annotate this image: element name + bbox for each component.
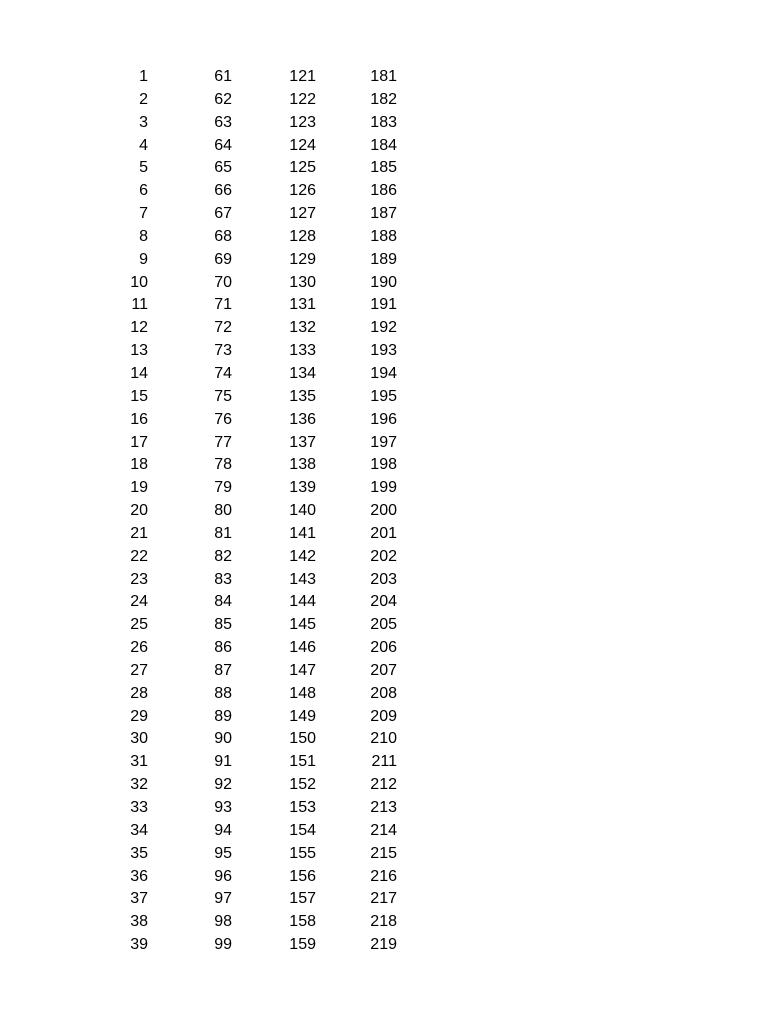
table-cell: 84	[214, 593, 232, 611]
table-cell: 157	[289, 890, 316, 908]
table-cell: 10	[130, 273, 148, 291]
table-cell: 76	[214, 410, 232, 428]
table-cell: 182	[370, 90, 397, 108]
table-row	[0, 706, 768, 729]
table-cell: 63	[214, 113, 232, 131]
table-cell: 192	[370, 319, 397, 337]
table-cell: 83	[214, 570, 232, 588]
table-cell: 139	[289, 479, 316, 497]
table-row	[0, 157, 768, 180]
table-row	[0, 843, 768, 866]
table-row	[0, 820, 768, 843]
table-cell: 91	[214, 753, 232, 771]
table-row	[0, 454, 768, 477]
table-row	[0, 226, 768, 249]
table-cell: 1	[139, 68, 148, 85]
table-cell: 9	[139, 250, 148, 268]
table-cell: 18	[130, 456, 148, 474]
table-cell: 148	[289, 684, 316, 702]
table-cell: 189	[370, 250, 397, 268]
table-cell: 126	[289, 182, 316, 200]
table-cell: 68	[214, 227, 232, 245]
table-cell: 70	[214, 273, 232, 291]
table-cell: 200	[370, 502, 397, 520]
table-row	[0, 591, 768, 614]
table-cell: 121	[289, 68, 316, 85]
table-cell: 6	[139, 182, 148, 200]
table-row	[0, 409, 768, 432]
table-cell: 29	[130, 707, 148, 725]
table-cell: 89	[214, 707, 232, 725]
table-cell: 87	[214, 661, 232, 679]
table-cell: 61	[214, 68, 232, 85]
table-cell: 3	[139, 113, 148, 131]
table-cell: 13	[130, 342, 148, 360]
table-cell: 130	[289, 273, 316, 291]
table-row	[0, 500, 768, 523]
table-cell: 20	[130, 502, 148, 520]
table-row	[0, 683, 768, 706]
table-row	[0, 317, 768, 340]
table-cell: 129	[289, 250, 316, 268]
table-cell: 142	[289, 547, 316, 565]
table-cell: 153	[289, 799, 316, 816]
table-row	[0, 569, 768, 592]
table-row	[0, 751, 768, 774]
table-cell: 97	[214, 890, 232, 908]
table-row	[0, 66, 768, 89]
table-cell: 150	[289, 730, 316, 748]
table-cell: 33	[130, 799, 148, 816]
table-row	[0, 637, 768, 660]
table-cell: 65	[214, 159, 232, 177]
table-cell: 69	[214, 250, 232, 268]
table-row	[0, 89, 768, 112]
table-cell: 202	[370, 547, 397, 565]
table-row	[0, 911, 768, 934]
table-row	[0, 112, 768, 135]
table-row	[0, 180, 768, 203]
table-cell: 22	[130, 547, 148, 565]
table-row	[0, 294, 768, 317]
table-cell: 82	[214, 547, 232, 565]
table-cell: 85	[214, 616, 232, 634]
table-cell: 137	[289, 433, 316, 451]
table-cell: 62	[214, 90, 232, 108]
table-cell: 12	[130, 319, 148, 337]
table-cell: 206	[370, 639, 397, 657]
table-cell: 216	[370, 867, 397, 885]
table-cell: 124	[289, 136, 316, 154]
table-cell: 81	[214, 524, 232, 542]
table-row	[0, 340, 768, 363]
table-cell: 2	[139, 90, 148, 108]
table-cell: 79	[214, 479, 232, 497]
table-cell: 184	[370, 136, 397, 154]
table-row	[0, 728, 768, 751]
table-cell: 95	[214, 844, 232, 862]
table-cell: 38	[130, 913, 148, 931]
table-row	[0, 660, 768, 683]
table-cell: 35	[130, 844, 148, 862]
table-cell: 211	[371, 753, 397, 771]
table-cell: 207	[370, 661, 397, 679]
table-row	[0, 797, 768, 820]
table-cell: 144	[289, 593, 316, 611]
table-cell: 14	[130, 364, 148, 382]
table-cell: 140	[289, 502, 316, 520]
table-cell: 199	[370, 479, 397, 497]
table-cell: 190	[370, 273, 397, 291]
table-cell: 145	[289, 616, 316, 634]
table-cell: 93	[214, 799, 232, 816]
table-cell: 73	[214, 342, 232, 360]
table-cell: 31	[130, 753, 148, 771]
table-row	[0, 774, 768, 797]
table-cell: 159	[289, 936, 316, 954]
table-row	[0, 363, 768, 386]
table-cell: 217	[370, 890, 397, 908]
table-cell: 80	[214, 502, 232, 520]
table-row	[0, 866, 768, 889]
table-cell: 204	[370, 593, 397, 611]
table-cell: 67	[214, 205, 232, 223]
table-cell: 24	[130, 593, 148, 611]
table-cell: 143	[289, 570, 316, 588]
table-cell: 92	[214, 776, 232, 794]
table-cell: 197	[370, 433, 397, 451]
table-cell: 11	[131, 296, 148, 314]
table-cell: 135	[289, 387, 316, 405]
table-cell: 23	[130, 570, 148, 588]
table-cell: 19	[130, 479, 148, 497]
table-cell: 86	[214, 639, 232, 657]
table-cell: 27	[130, 661, 148, 679]
table-cell: 21	[130, 524, 148, 542]
table-cell: 34	[130, 821, 148, 839]
table-cell: 32	[130, 776, 148, 794]
table-cell: 123	[289, 113, 316, 131]
table-cell: 141	[289, 524, 316, 542]
table-cell: 75	[214, 387, 232, 405]
table-cell: 214	[370, 821, 397, 839]
table-row	[0, 432, 768, 455]
table-cell: 210	[370, 730, 397, 748]
table-cell: 212	[370, 776, 397, 794]
table-cell: 94	[214, 821, 232, 839]
table-cell: 132	[289, 319, 316, 337]
table-cell: 201	[370, 524, 397, 542]
table-cell: 28	[130, 684, 148, 702]
table-cell: 186	[370, 182, 397, 200]
table-cell: 78	[214, 456, 232, 474]
table-row	[0, 272, 768, 295]
table-cell: 188	[370, 227, 397, 245]
table-row	[0, 888, 768, 911]
table-cell: 183	[370, 113, 397, 131]
table-row	[0, 477, 768, 500]
table-cell: 17	[130, 433, 148, 451]
table-cell: 66	[214, 182, 232, 200]
table-cell: 131	[289, 296, 316, 314]
table-cell: 36	[130, 867, 148, 885]
table-cell: 64	[214, 136, 232, 154]
table-cell: 198	[370, 456, 397, 474]
table-cell: 77	[214, 433, 232, 451]
table-cell: 181	[370, 68, 397, 85]
table-cell: 39	[130, 936, 148, 954]
table-cell: 128	[289, 227, 316, 245]
table-cell: 151	[289, 753, 316, 771]
table-cell: 205	[370, 616, 397, 634]
table-cell: 191	[370, 296, 397, 314]
table-cell: 72	[214, 319, 232, 337]
table-cell: 125	[289, 159, 316, 177]
table-cell: 149	[289, 707, 316, 725]
table-cell: 193	[370, 342, 397, 360]
table-cell: 196	[370, 410, 397, 428]
table-row	[0, 203, 768, 226]
table-row	[0, 135, 768, 158]
table-cell: 133	[289, 342, 316, 360]
table-cell: 147	[289, 661, 316, 679]
table-cell: 88	[214, 684, 232, 702]
table-cell: 185	[370, 159, 397, 177]
table-row	[0, 249, 768, 272]
table-cell: 122	[289, 90, 316, 108]
table-cell: 25	[130, 616, 148, 634]
number-table	[0, 66, 768, 957]
table-cell: 219	[370, 936, 397, 954]
table-cell: 146	[289, 639, 316, 657]
table-cell: 218	[370, 913, 397, 931]
table-cell: 16	[130, 410, 148, 428]
table-cell: 30	[130, 730, 148, 748]
table-cell: 154	[289, 821, 316, 839]
table-cell: 37	[130, 890, 148, 908]
table-cell: 136	[289, 410, 316, 428]
table-cell: 213	[370, 799, 397, 816]
table-cell: 194	[370, 364, 397, 382]
table-cell: 127	[289, 205, 316, 223]
table-cell: 203	[370, 570, 397, 588]
table-cell: 152	[289, 776, 316, 794]
table-cell: 187	[370, 205, 397, 223]
table-cell: 208	[370, 684, 397, 702]
table-row	[0, 523, 768, 546]
table-cell: 215	[370, 844, 397, 862]
table-cell: 8	[139, 227, 148, 245]
table-cell: 4	[139, 136, 148, 154]
table-row	[0, 614, 768, 637]
table-cell: 90	[214, 730, 232, 748]
table-cell: 99	[214, 936, 232, 954]
table-cell: 138	[289, 456, 316, 474]
table-cell: 98	[214, 913, 232, 931]
table-cell: 74	[214, 364, 232, 382]
table-cell: 209	[370, 707, 397, 725]
table-row	[0, 386, 768, 409]
table-cell: 15	[130, 387, 148, 405]
table-cell: 158	[289, 913, 316, 931]
table-cell: 26	[130, 639, 148, 657]
table-cell: 7	[139, 205, 148, 223]
table-row	[0, 934, 768, 957]
table-cell: 71	[214, 296, 232, 314]
table-cell: 155	[289, 844, 316, 862]
table-cell: 5	[139, 159, 148, 177]
table-cell: 156	[289, 867, 316, 885]
table-cell: 96	[214, 867, 232, 885]
table-cell: 134	[289, 364, 316, 382]
table-row	[0, 546, 768, 569]
table-cell: 195	[370, 387, 397, 405]
